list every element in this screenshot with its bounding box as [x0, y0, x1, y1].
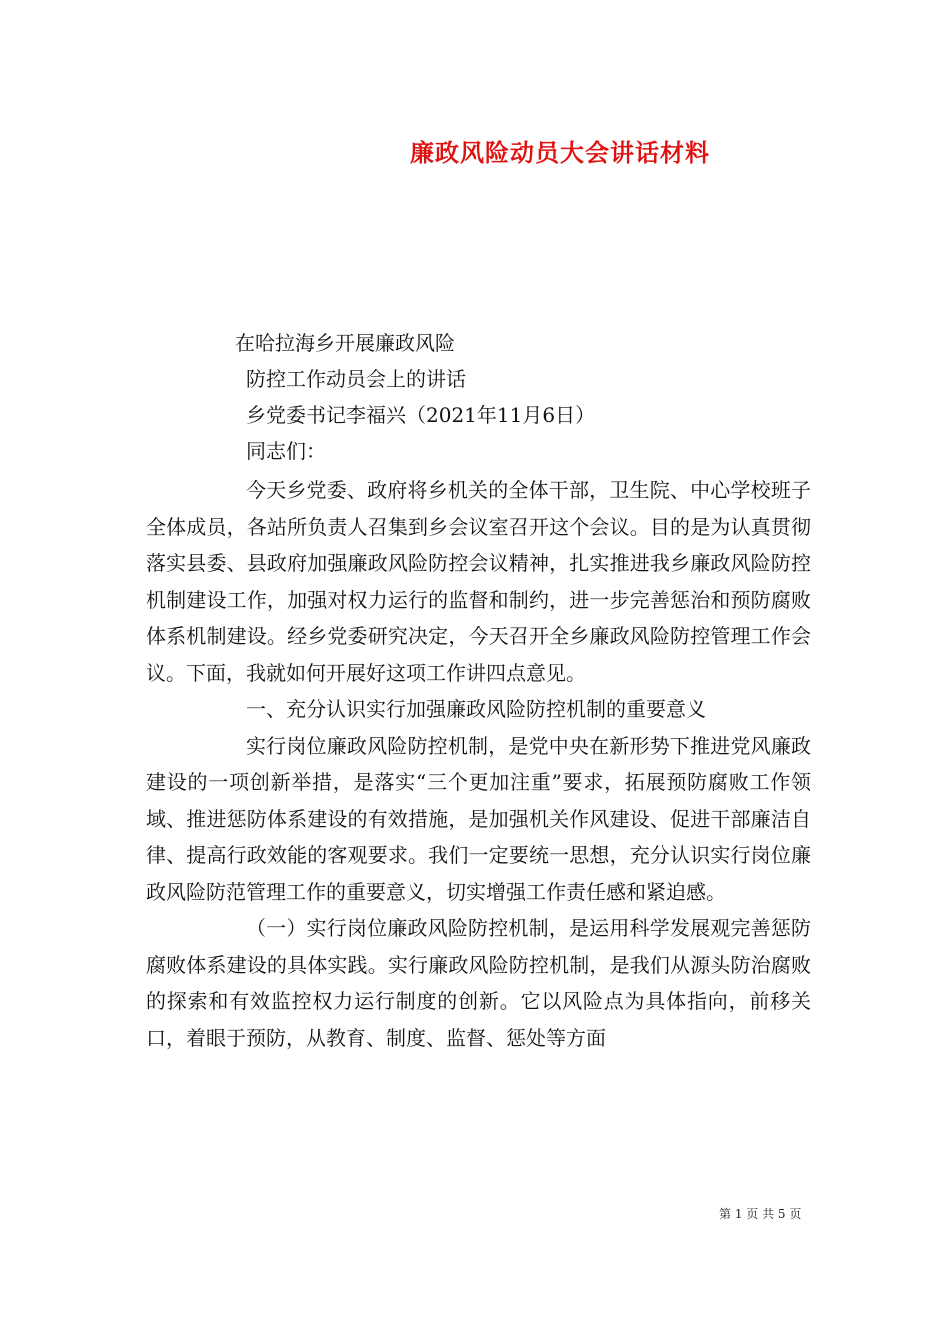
- speech-title-line-2: 防控工作动员会上的讲话: [246, 367, 466, 391]
- speaker-and-date: 乡党委书记李福兴（2021年11月6日）: [246, 403, 596, 427]
- paragraph-opening: 今天乡党委、政府将乡机关的全体干部，卫生院、中心学校班子全体成员，各站所负责人召集到乡会议室召开这个会议。目的是为认真贯彻落实县委、县政府加强廉政风险防控会议精神，扎实推进我乡廉政风险防控机制建设工作，加强对权力运行的监督和制约，进一步完善惩治和预防腐败体系机制建设。经乡党委研究决定，今天召开全乡廉政风险防控管理工作会议。下面，我就如何开展好这项工作讲四点意见。: [146, 478, 811, 685]
- paragraph-subsection-1: （一）实行岗位廉政风险防控机制，是运用科学发展观完善惩防腐败体系建设的具体实践。实行廉政风险防控机制，是我们从源头防治腐败的探索和有效监控权力运行制度的创新。它以风险点为具体指向，前移关口，着眼于预防，从教育、制度、监督、惩处等方面: [146, 916, 811, 1050]
- page-number-footer: 第 1 页 共 5 页: [719, 1207, 802, 1221]
- section-heading-1: 一、充分认识实行加强廉政风险防控机制的重要意义: [246, 697, 706, 721]
- paragraph-significance: 实行岗位廉政风险防控机制，是党中央在新形势下推进党风廉政建设的一项创新举措，是落实“三个更加注重”要求，拓展预防腐败工作领域、推进惩防体系建设的有效措施，是加强机关作风建设、促进干部廉洁自律、提高行政效能的客观要求。我们一定要统一思想，充分认识实行岗位廉政风险防范管理工作的重要意义，切实增强工作责任感和紧迫感。: [146, 733, 811, 904]
- salutation: 同志们：: [246, 439, 326, 463]
- speech-title-line-1: 在哈拉海乡开展廉政风险: [235, 331, 455, 355]
- body-text: [146, 472, 811, 1056]
- document-title: 廉政风险动员大会讲话材料: [410, 138, 710, 167]
